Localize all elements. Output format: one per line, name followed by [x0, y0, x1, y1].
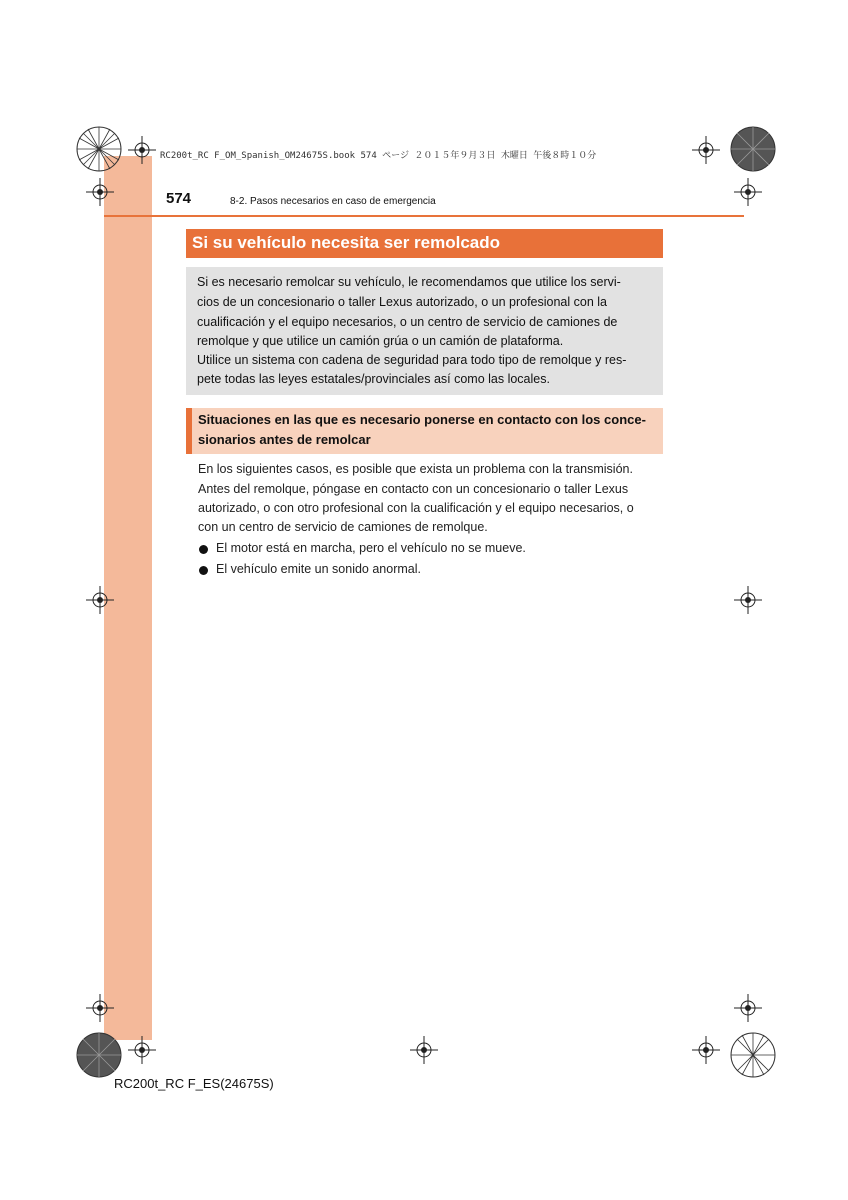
crosshair-mark-icon [692, 1036, 720, 1064]
print-header: RC200t_RC F_OM_Spanish_OM24675S.book 574 ページ ２０１５年９月３日 木曜日 午後８時１０分 [160, 151, 597, 161]
intro-line: pete todas las leyes estatales/provinciales así como las locales. [197, 372, 550, 386]
registration-mark-icon [74, 124, 124, 174]
intro-line: Utilice un sistema con cadena de seguridad para todo tipo de remolque y res- [197, 353, 627, 367]
header-rule [104, 215, 744, 217]
bullet-dot-icon [199, 566, 208, 575]
subsection-title-line: Situaciones en las que es necesario ponerse en contacto con los conce- [198, 412, 646, 427]
registration-mark-icon [728, 1030, 778, 1080]
intro-line: cualificación y el equipo necesarios, o un centro de servicio de camiones de [197, 315, 618, 329]
body-line: Antes del remolque, póngase en contacto con un concesionario o taller Lexus [198, 482, 629, 496]
crosshair-mark-icon [86, 178, 114, 206]
body-line: En los siguientes casos, es posible que exista un problema con la transmisión. [198, 462, 633, 476]
crosshair-mark-icon [86, 994, 114, 1022]
crosshair-mark-icon [86, 586, 114, 614]
intro-line: cios de un concesionario o taller Lexus autorizado, o un profesional con la [197, 295, 607, 309]
intro-line: remolque y que utilice un camión grúa o un camión de plataforma. [197, 334, 564, 348]
crosshair-mark-icon [410, 1036, 438, 1064]
registration-mark-icon [74, 1030, 124, 1080]
crosshair-mark-icon [692, 136, 720, 164]
bullet-item: El vehículo emite un sonido anormal. [216, 562, 421, 576]
bullet-item: El motor está en marcha, pero el vehículo no se mueve. [216, 541, 526, 555]
intro-line: Si es necesario remolcar su vehículo, le recomendamos que utilice los servi- [197, 275, 621, 289]
crosshair-mark-icon [734, 178, 762, 206]
crosshair-mark-icon [734, 586, 762, 614]
bullet-dot-icon [199, 545, 208, 554]
body-line: autorizado, o con otro profesional con la cualificación y el equipo necesarios, o [198, 501, 634, 515]
crosshair-mark-icon [128, 136, 156, 164]
crosshair-mark-icon [128, 1036, 156, 1064]
chapter-title: 8-2. Pasos necesarios en caso de emergencia [230, 196, 436, 207]
section-title: Si su vehículo necesita ser remolcado [192, 233, 501, 252]
footer-code: RC200t_RC F_ES(24675S) [114, 1076, 274, 1091]
page-number: 574 [166, 190, 192, 207]
registration-mark-icon [728, 124, 778, 174]
crosshair-mark-icon [734, 994, 762, 1022]
body-line: con un centro de servicio de camiones de remolque. [198, 520, 488, 534]
subsection-accent [186, 408, 192, 454]
subsection-title-line: sionarios antes de remolcar [198, 432, 371, 447]
